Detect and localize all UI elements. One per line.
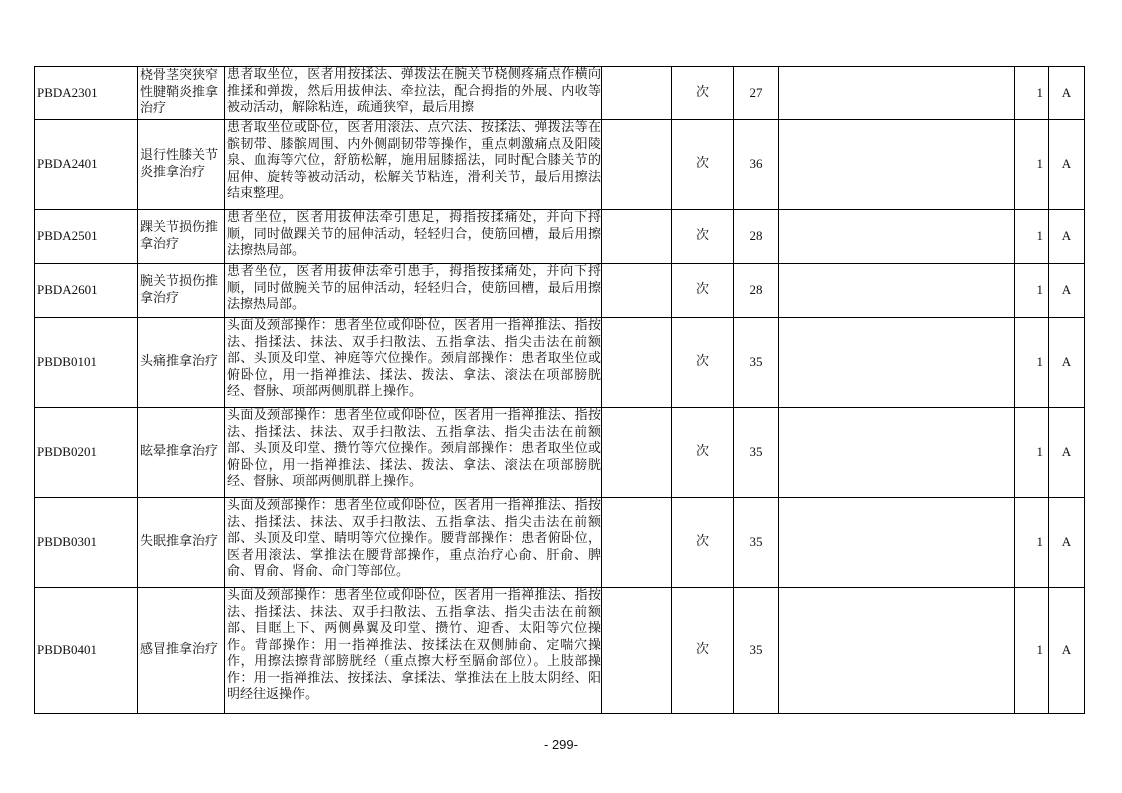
item-code: PBDB0301: [35, 498, 138, 588]
item-price: 35: [734, 588, 779, 714]
item-price: 35: [734, 318, 779, 408]
item-description: [225, 210, 602, 264]
page-number: - 299-: [544, 737, 578, 752]
table-row: [35, 210, 1085, 264]
item-description-text: 头面及颈部操作：患者坐位或仰卧位，医者用一指禅推法、指按法、指揉法、抹法、双手扫散法、五指拿法、指尖击法在前额部、头顶及印堂、神庭等穴位操作。颈肩部操作：患者取坐位或俯卧位，用一指禅推法、揉法、拨法、拿法、滚法在项部膀胱经、督脉、项部两侧肌群上操作。: [227, 318, 601, 399]
item-description-text: 患者取坐位或卧位，医者用滚法、点穴法、按揉法、弹拨法等在髌韧带、膝髌周围、内外侧副韧带等操作，重点刺激痛点及阳陵泉、血海等穴位，舒筋松解，施用屈膝摇法，同时配合膝关节的屈伸、旋转等被动活动，松解关节粘连，滑利关节，最后用擦法结束整理。: [227, 120, 601, 201]
item-price: 28: [734, 264, 779, 318]
item-note: [779, 67, 1015, 120]
table-row: [35, 264, 1085, 318]
item-description: [225, 408, 602, 498]
item-price: 35: [734, 408, 779, 498]
table-row: [35, 120, 1085, 210]
table-row: [35, 498, 1085, 588]
item-grade: A: [1049, 264, 1085, 318]
item-description: [225, 120, 602, 210]
item-note: [779, 588, 1015, 714]
item-description-text: 头面及颈部操作：患者坐位或仰卧位，医者用一指禅推法、指按法、指揉法、抹法、双手扫散法、五指拿法、指尖击法在前额部、目眶上下、两侧鼻翼及印堂、攒竹、迎香、太阳等穴位操作。背部操作：用一指禅推法、按揉法在双侧肺俞、定喘穴操作，用擦法擦背部膀胱经（重点擦大杼至膈俞部位）。上肢部操作：用一指禅推法、按揉法、拿揉法、掌推法在上肢太阴经、阳明经往返操作。: [227, 588, 601, 702]
item-code: PBDA2401: [35, 120, 138, 210]
item-note: [779, 318, 1015, 408]
empty-cell: [602, 498, 672, 588]
item-description-text: 患者坐位，医者用拔伸法牵引患手，拇指按揉痛处，并向下捋顺，同时做腕关节的屈伸活动，轻轻归合，使筋回槽，最后用擦法擦热局部。: [227, 264, 601, 312]
item-name: 退行性膝关节炎推拿治疗: [138, 120, 225, 210]
item-unit: 次: [672, 588, 734, 714]
item-note: [779, 264, 1015, 318]
empty-cell: [602, 318, 672, 408]
item-name: 头痛推拿治疗: [138, 318, 225, 408]
item-grade: A: [1049, 120, 1085, 210]
item-unit: 次: [672, 67, 734, 120]
item-description-text: 患者坐位，医者用拔伸法牵引患足，拇指按揉痛处，并向下捋顺，同时做踝关节的屈伸活动，轻轻归合，使筋回槽，最后用擦法擦热局部。: [227, 210, 601, 258]
item-code: PBDA2501: [35, 210, 138, 264]
item-price: 28: [734, 210, 779, 264]
item-price: 27: [734, 67, 779, 120]
empty-cell: [602, 67, 672, 120]
item-name: 感冒推拿治疗: [138, 588, 225, 714]
item-grade: A: [1049, 210, 1085, 264]
item-grade: A: [1049, 67, 1085, 120]
item-count: 1: [1015, 318, 1049, 408]
item-note: [779, 210, 1015, 264]
item-grade: A: [1049, 408, 1085, 498]
item-note: [779, 498, 1015, 588]
item-name: 腕关节损伤推拿治疗: [138, 264, 225, 318]
item-grade: A: [1049, 318, 1085, 408]
item-unit: 次: [672, 264, 734, 318]
item-description: [225, 67, 602, 120]
table-row: [35, 588, 1085, 714]
item-name: 桡骨茎突狭窄性腱鞘炎推拿治疗: [138, 67, 225, 120]
item-name: 眩晕推拿治疗: [138, 408, 225, 498]
empty-cell: [602, 408, 672, 498]
item-code: PBDA2601: [35, 264, 138, 318]
item-code: PBDB0101: [35, 318, 138, 408]
item-code: PBDA2301: [35, 67, 138, 120]
item-unit: 次: [672, 120, 734, 210]
table-row: [35, 67, 1085, 120]
item-price: 35: [734, 498, 779, 588]
item-description: [225, 264, 602, 318]
item-count: 1: [1015, 120, 1049, 210]
item-count: 1: [1015, 210, 1049, 264]
item-grade: A: [1049, 498, 1085, 588]
item-note: [779, 120, 1015, 210]
item-unit: 次: [672, 498, 734, 588]
item-count: 1: [1015, 264, 1049, 318]
empty-cell: [602, 120, 672, 210]
item-code: PBDB0201: [35, 408, 138, 498]
item-name: 踝关节损伤推拿治疗: [138, 210, 225, 264]
item-note: [779, 408, 1015, 498]
item-grade: A: [1049, 588, 1085, 714]
item-unit: 次: [672, 318, 734, 408]
item-name: 失眠推拿治疗: [138, 498, 225, 588]
item-count: 1: [1015, 408, 1049, 498]
item-description: [225, 588, 602, 714]
item-description-text: 患者取坐位，医者用按揉法、弹拨法在腕关节桡侧疼痛点作横向推揉和弹拨，然后用拔伸法、牵拉法，配合拇指的外展、内收等被动活动，解除粘连，疏通狭窄，最后用擦: [227, 67, 601, 115]
table-row: [35, 408, 1085, 498]
item-count: 1: [1015, 67, 1049, 120]
item-unit: 次: [672, 408, 734, 498]
item-code: PBDB0401: [35, 588, 138, 714]
table-row: [35, 318, 1085, 408]
item-unit: 次: [672, 210, 734, 264]
item-description-text: 头面及颈部操作：患者坐位或仰卧位，医者用一指禅推法、指按法、指揉法、抹法、双手扫散法、五指拿法、指尖击法在前额部、头顶及印堂、攒竹等穴位操作。颈肩部操作：患者取坐位或俯卧位，用一指禅推法、揉法、拨法、拿法、滚法在项部膀胱经、督脉、项部两侧肌群上操作。: [227, 408, 601, 489]
item-description-text: 头面及颈部操作：患者坐位或仰卧位，医者用一指禅推法、指按法、指揉法、抹法、双手扫散法、五指拿法、指尖击法在前额部、头顶及印堂、睛明等穴位操作。腰背部操作：患者俯卧位，医者用滚法、掌推法在腰背部操作，重点治疗心俞、肝俞、脾俞、胃俞、肾俞、命门等部位。: [227, 498, 601, 579]
item-count: 1: [1015, 498, 1049, 588]
item-description: [225, 498, 602, 588]
pricing-table: [34, 66, 1085, 714]
item-count: 1: [1015, 588, 1049, 714]
item-description: [225, 318, 602, 408]
empty-cell: [602, 210, 672, 264]
item-price: 36: [734, 120, 779, 210]
empty-cell: [602, 588, 672, 714]
empty-cell: [602, 264, 672, 318]
table-body: [35, 67, 1085, 714]
